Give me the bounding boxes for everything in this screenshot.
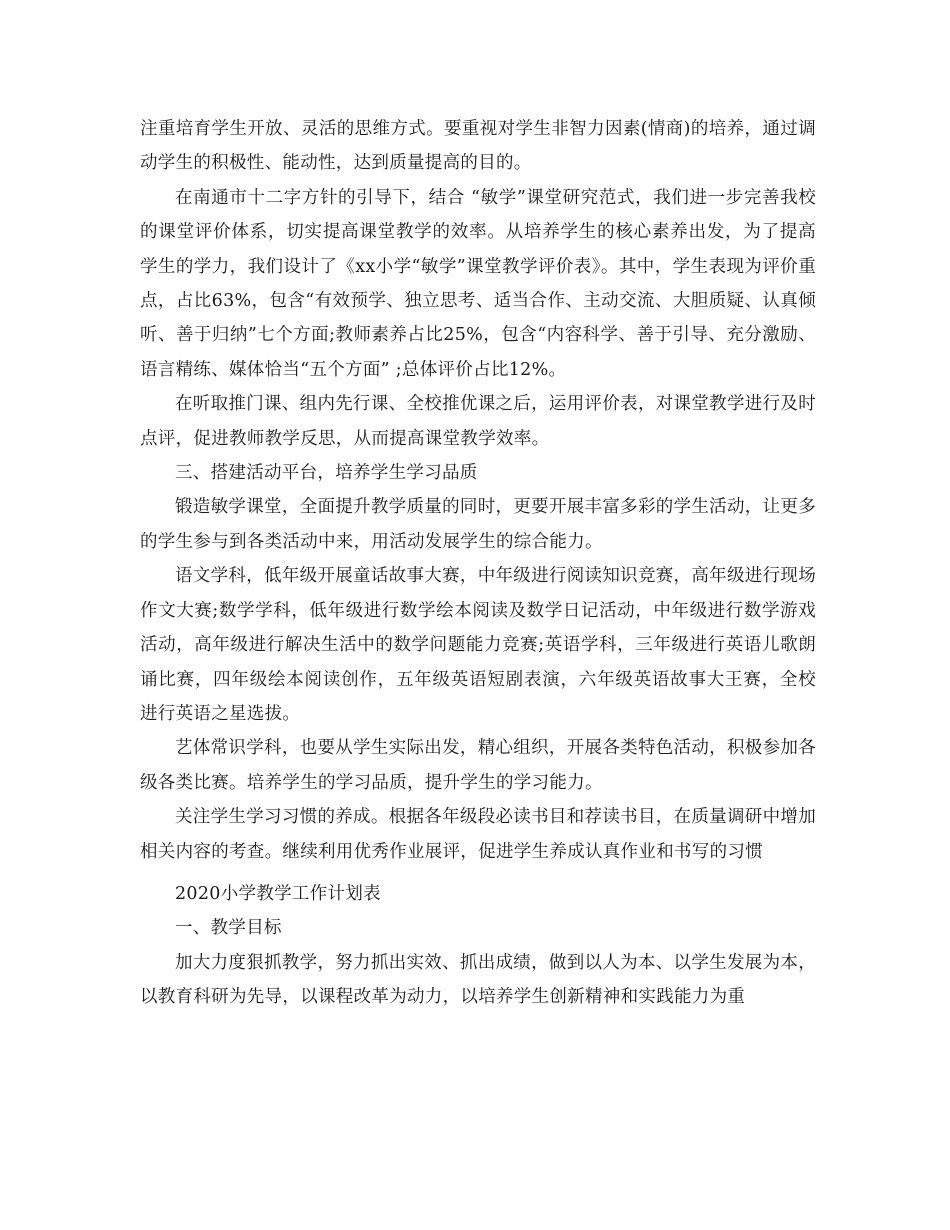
paragraph-continuation: 注重培育学生开放、灵活的思维方式。要重视对学生非智力因素(情商)的培养，通过调动学生的积极性、能动性，达到质量提高的目的。 (140, 119, 816, 174)
paragraph-goals: 加大力度狠抓教学，努力抓出实效、抓出成绩，做到以人为本、以学生发展为本，以教育科研为先导，以课程改革为动力，以培养学生创新精神和实践能力为重 (140, 952, 816, 1008)
paragraph-arts-sports: 艺体常识学科，也要从学生实际出发，精心组织，开展各类特色活动，积极参加各级各类比赛。培养学生的学习品质，提升学生的学习能力。 (140, 738, 816, 793)
paragraph-lesson-review: 在听取推门课、组内先行课、全校推优课之后，运用评价表，对课堂教学进行及时点评，促进教师教学反思，从而提高课堂教学效率。 (140, 394, 816, 449)
section-heading-goals: 一、教学目标 (175, 918, 282, 939)
paragraph-study-habits: 关注学生学习习惯的养成。根据各年级段必读书目和荐读书目，在质量调研中增加相关内容的考查。继续利用优秀作业展评，促进学生养成认真作业和书写的习惯 (140, 807, 816, 862)
paragraph-subject-activities: 语文学科，低年级开展童话故事大赛，中年级进行阅读知识竞赛，高年级进行现场作文大赛;数学学科，低年级进行数学绘本阅读及数学日记活动，中年级进行数学游戏活动，高年级进行解决生活中的数学问题能力竞赛;英语学科，三年级进行英语儿歌朗诵比赛，四年级绘本阅读创作，五年级英语短剧表演，六年级英语故事大王赛，全校进行英语之星选拔。 (140, 566, 816, 724)
plan-title: 2020小学教学工作计划表 (175, 883, 381, 904)
paragraph-activities-intro: 锻造敏学课堂，全面提升教学质量的同时，更要开展丰富多彩的学生活动，让更多的学生参与到各类活动中来，用活动发展学生的综合能力。 (140, 497, 816, 552)
paragraph-evaluation-system: 在南通市十二字方针的引导下，结合 “敏学”课堂研究范式，我们进一步完善我校的课堂评价体系，切实提高课堂教学的效率。从培养学生的核心素养出发，为了提高学生的学力，我们设计了《xx小学“敏学”课堂教学评价表》。其中，学生表现为评价重点，占比63%，包含“有效预学、独立思考、适当合作、主动交流、大胆质疑、认真倾听、善于归纳”七个方面;教师素养占比25%，包含“内容科学、善于引导、充分激励、语言精练、媒体恰当“五个方面” ;总体评价占比12%。 (140, 187, 816, 380)
document-body (140, 112, 816, 1015)
section-heading-activities: 三、搭建活动平台，培养学生学习品质 (175, 463, 478, 484)
